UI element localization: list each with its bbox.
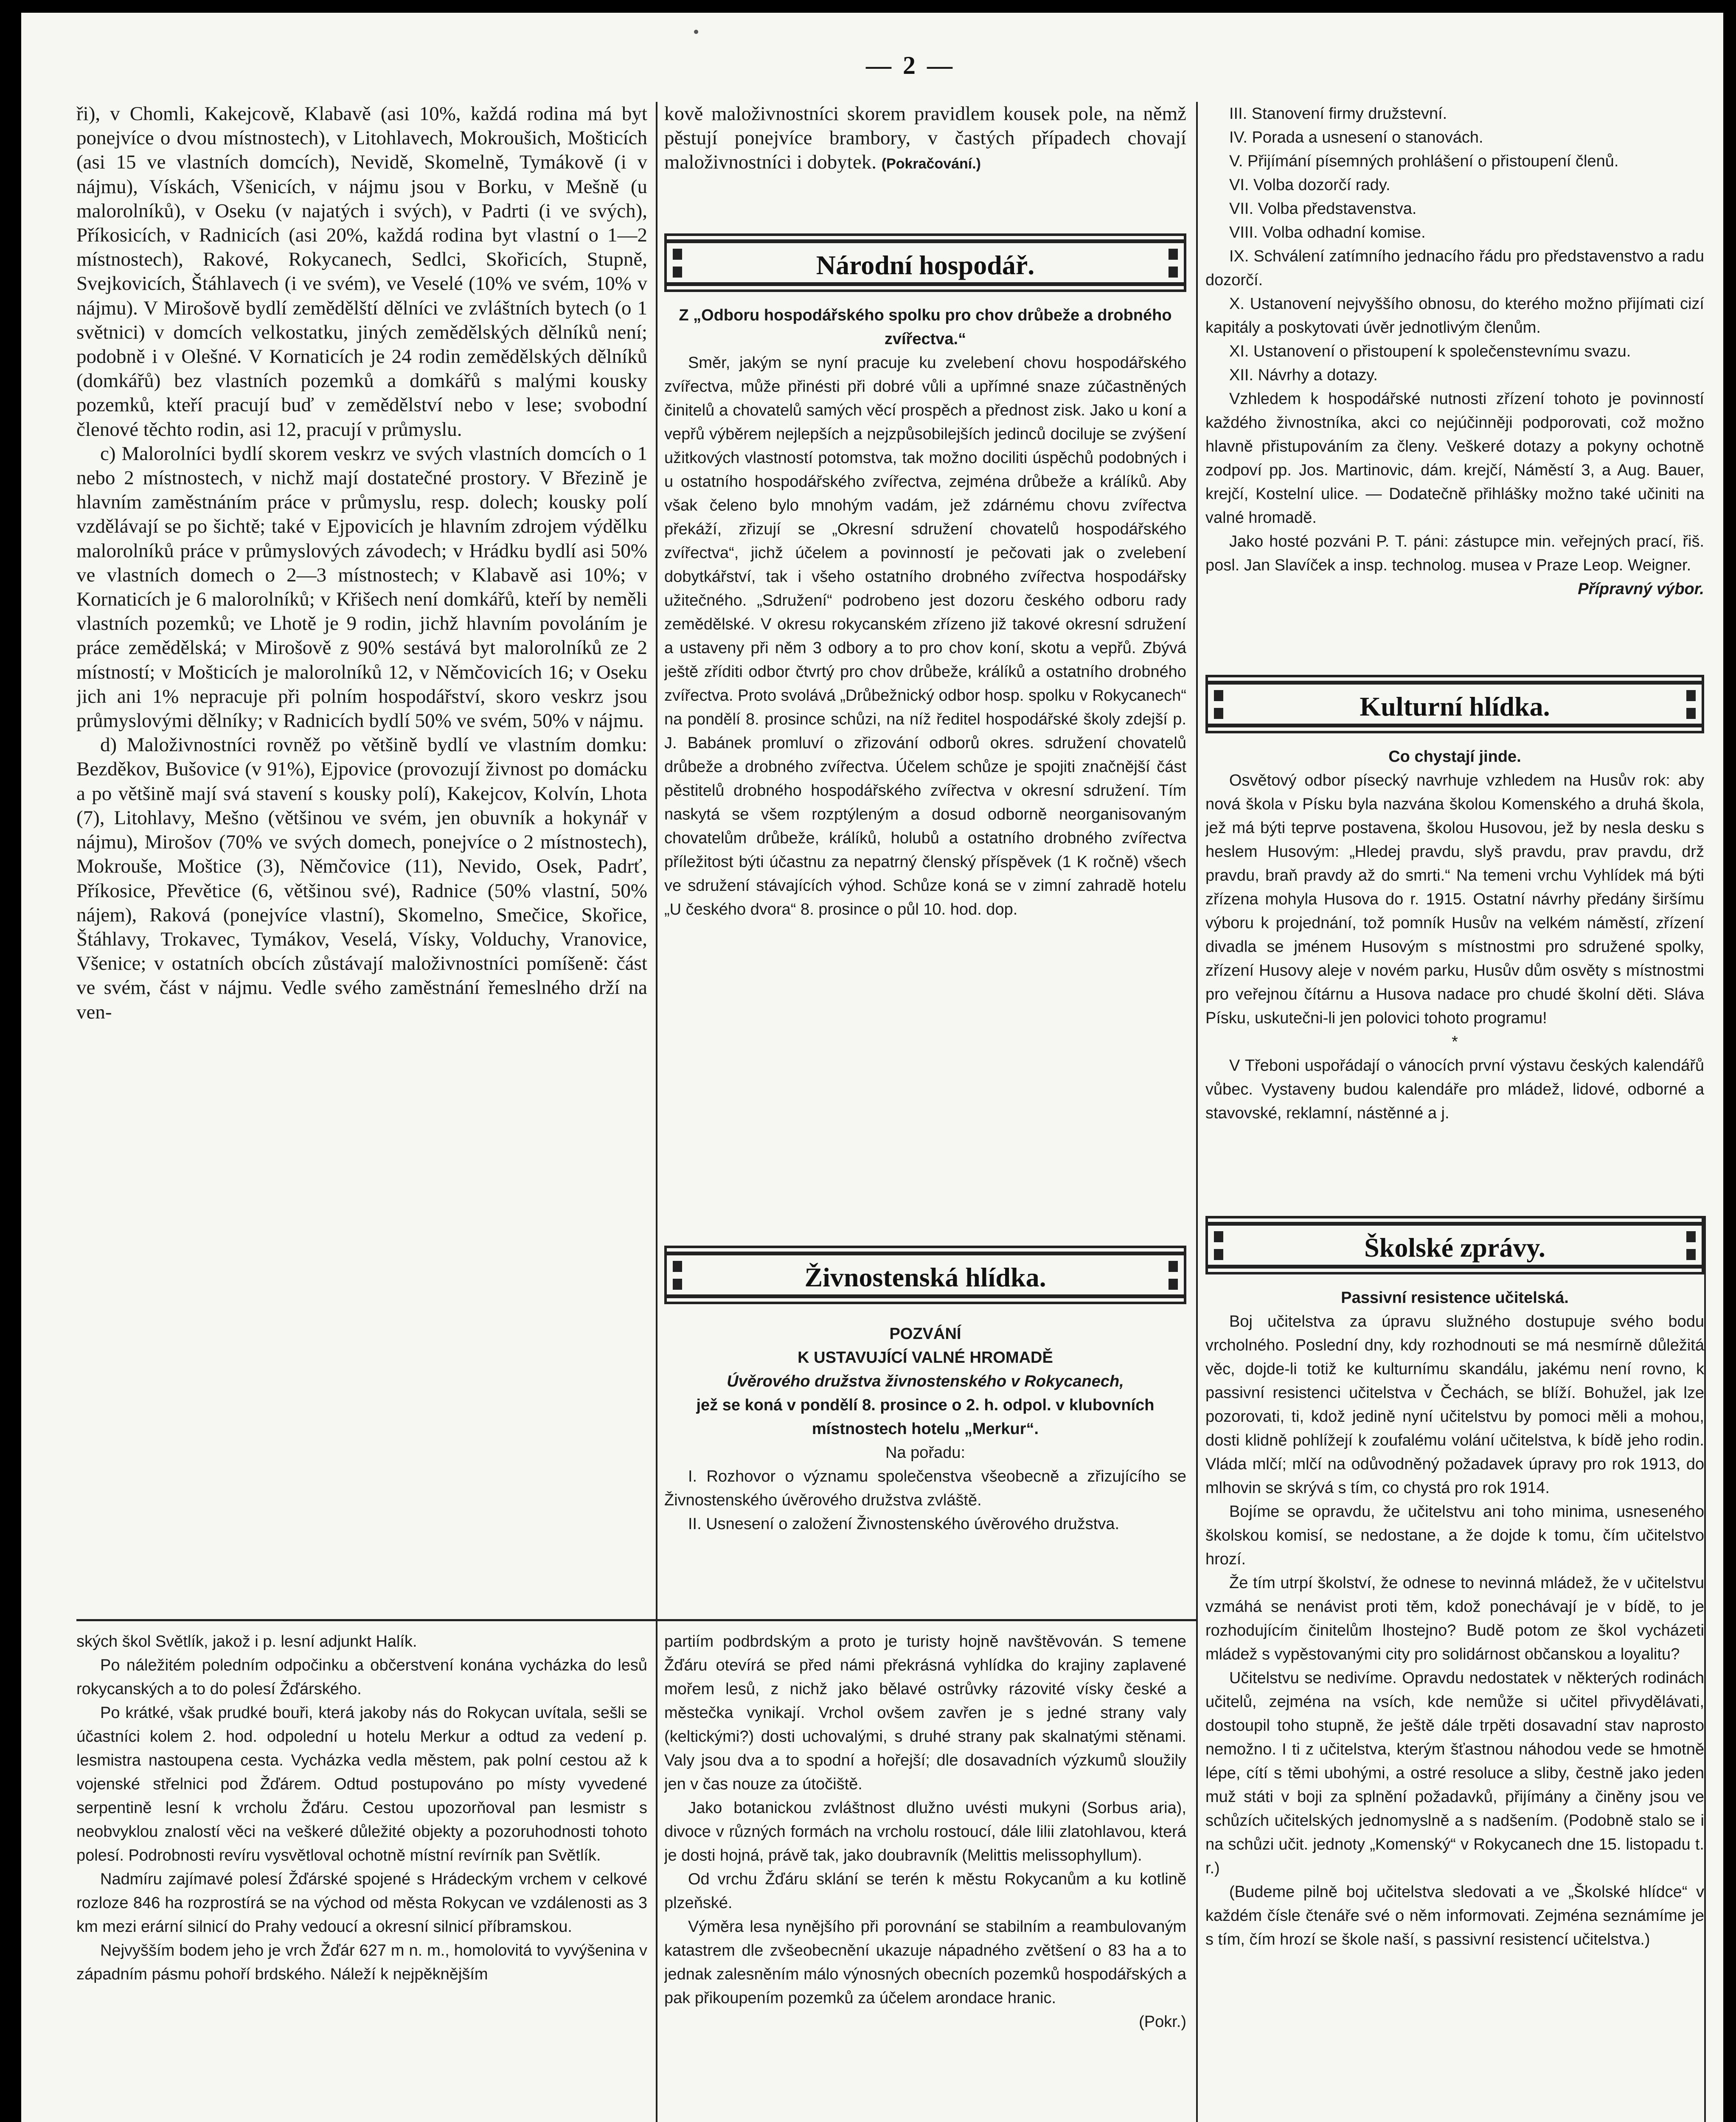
skolske-paragraph: Bojíme se opravdu, že učitelstvu ani toho minima, usneseného školskou komisí, se nedostane, a že dojde k tomu, čím učitelstvo hrozí.: [1205, 1503, 1704, 1568]
section-divider: [76, 1619, 1196, 1621]
column-1: [76, 102, 647, 1613]
section-title: Živnostenská hlídka.: [804, 1262, 1046, 1292]
separator: *: [1452, 1033, 1458, 1051]
print-mark: [694, 30, 698, 34]
program-item: X. Ustanovení nejvyššího obnosu, do kterého možno přijímati cizí kapitály a poskytovati úvěr jednotlivým členům.: [1205, 295, 1704, 337]
kulturni-banner: [1205, 675, 1704, 733]
page-number: — 2 —: [866, 51, 955, 79]
lower-paragraph: Nadmíru zajímavé polesí Žďárské spojené s Hrádeckým vrchem v celkové rozloze 846 ha rozprostírá se na východ od města Rokycan ve vzdálenosti as 3 km mezi erární silnicí do Prahy vedoucí a okresní silnicí příbramskou.: [76, 1870, 647, 1936]
lower-paragraph: partiím podbrdským a proto je turisty hojně navštěvován. S temene Žďáru otevírá se před námi překrásná vyhlídka do krajiny zaplavené mořem lesů, z nichž jako bělavé ostrůvky rázovité vísky české a městečka vynikají. Vrchol ovšem zavřen je s jedné strany valy (keltickými?) dosti uchovalými, s druhé strany pak skalnatými stěnami. Valy jsou dva a to spodní a hořejší; dle dosavadních výzkumů sloužily jen v čas nouze za útočiště.: [664, 1633, 1186, 1793]
col2-text: kově maloživnostníci skorem pravidlem kousek pole, na němž pěstují ponejvíce brambory, v častých případech chovají maloživnostníci i dobytek.: [664, 103, 1186, 174]
invite-when: jež se koná v pondělí 8. prosince o 2. h. odpol. v klubovních místnostech hotelu „Merkur“.: [696, 1396, 1155, 1438]
lower-column-1: [76, 1630, 647, 2122]
lower-paragraph: ských škol Světlík, jakož i p. lesní adjunkt Halík.: [76, 1633, 417, 1650]
zivnostenska-banner: [664, 1246, 1186, 1304]
frame-rule: [1704, 1216, 1706, 2122]
subhead: Passivní resistence učitelská.: [1341, 1289, 1569, 1307]
signature: Přípravný výbor.: [1578, 580, 1704, 598]
kulturni-paragraph: V Třeboni uspořádají o vánocích první výstavu českých kalendářů vůbec. Vystaveny budou kalendáře pro mládež, lidové, odborné a stavovské, reklamní, nástěnné a j.: [1205, 1057, 1704, 1122]
lower-paragraph: Po náležitém poledním odpočinku a občerstvení konána vycházka do lesů rokycanských a to do polesí Žďárského.: [76, 1656, 647, 1698]
continued-label: (Pokračování.): [881, 156, 981, 172]
program-item: VIII. Volba odhadní komise.: [1229, 224, 1426, 241]
program-item: IV. Porada a usnesení o stanovách.: [1229, 129, 1483, 146]
column-3-program: [1205, 102, 1704, 645]
program-item: V. Přijímání písemných prohlášení o přistoupení členů.: [1229, 152, 1619, 170]
column-2-intro: [664, 102, 1186, 212]
lower-paragraph: Jako botanickou zvláštnost dlužno uvésti mukyni (Sorbus aria), divoce v různých formách na vrcholu rostoucí, dále lilii zlatohlavou, která je dosti hojná, právě tak, jako doubravník (Melittis melissophyllum).: [664, 1799, 1186, 1864]
lower-paragraph: Výměra lesa nynějšího při porovnání se stabilním a reambulovaným katastrem dle zvšeobecnění ukazuje nápadného zvětšení o 83 ha a to jednak zalesněním málo výnosných obecních pozemků hospodářských a pak přikoupením pozemků za účelem arondace hranic.: [664, 1918, 1186, 2007]
program-item: XII. Návrhy a dotazy.: [1229, 366, 1378, 384]
section-title: Národní hospodář.: [816, 250, 1035, 280]
program-item: III. Stanovení firmy družstevní.: [1229, 105, 1447, 123]
skolske-body: [1205, 1286, 1704, 2122]
section-title: Školské zprávy.: [1364, 1232, 1545, 1263]
kulturni-paragraph: Osvětový odbor písecký navrhuje vzhledem na Husův rok: aby nová škola v Písku byla nazvána školou Komenského a druhá škola, jež má býti teprve postavena, školou Husovou, jež by nesla desku s heslem Husovým: „Hledej pravdu, slyš pravdu, prav pravdu, drž pravdu, braň pravdy až do smrti.“ Na temeni vrchu Vyhlídek má býti zřízena mohyla Husova do r. 1915. Ostatní návrhy předány širšímu výboru k projednání, tož pomník Husův na velkém náměstí, zřízení divadla se jménem Husovým s místnostmi pro sdružené spolky, zřízení Husovy aleje v novém parku, Husův dům osvěty s místnostmi pro veřejnou čítárnu a Husova nadace pro chudé školní děti. Sláva Písku, uskutečni-li jen polovici tohoto programu!: [1205, 772, 1704, 1027]
newspaper-page: [21, 13, 1723, 2122]
subhead: Co chystají jinde.: [1388, 748, 1521, 766]
program-item: II. Usnesení o založení Živnostenského úvěrového družstva.: [688, 1515, 1119, 1533]
article-paragraph: Směr, jakým se nyní pracuje ku zvelebení chovu hospodářského zvířectva, může přinésti při dobré vůli a upřímné snaze zúčastněných činitelů a chovatelů samých věcí prospěch a přednost zisk. Jako u koní a vepřů výběrem nejlepších a nejzpůsobilejších jedinců dociluje se zvýšení užitkových vlastností potomstva, tak možno dociliti úspěchů podobných i u ostatního hospodářského zvířectva, zejména drůbeže a králíků. Aby však čeleno bylo mnohým vadám, jež zdárnému chovu zvířectva překáží, zřizují se „Okresní sdružení chovatelů hospodářského zvířectva“, jichž účelem a povinností je pečovati jak o zvelebení dobytkářství, tak i všeho ostatního drobného zvířectva hospodářsky užitečného. „Sdružení“ podrobeno jest dozoru českého odboru rady zemědělské. V okresu rokycanském zřízeno již takové okresní sdružení a ustaveny při něm 3 odbory a to pro chov koní, skotu a vepřů. Zbývá ještě zříditi odbor čtvrtý pro chov drůbeže, králíků a ostatního drobného zvířectva. Proto svolává „Drůbežnický odbor hosp. spolku v Rokycanech“ na pondělí 8. prosince schůzi, na níž ředitel hospodářské školy zdejší p. J. Babánek promluví o zřizování odborů okres. sdružení chovatelů drůbeže a drobného zvířectva. Účelem schůze je spojiti značnější část pěstitelů drobného hospodářského zvířectva v okresní sdružení. Tím naskytá se všem rozptýleným a dosud odborně neorganisovaným chovatelům drůbeže, králíků, holubů a ostatního drobného zvířectva příležitost býti účastnu za nepatrný členský příspěvek (1 K ročně) všech ve sdružení stávajících výhod. Schůze koná se v zimní zahradě hotelu „U českého dvora“ 8. prosince o půl 10. hod. dop.: [664, 354, 1186, 918]
lower-paragraph: Po krátké, však prudké bouři, která jakoby nás do Rokycan uvítala, sešli se účastníci kolem 2. hod. odpolední u hotelu Merkur a odtud za vedení p. lesmistra nastoupena cesta. Vycházka vedla městem, pak polní cestou až k vojenské střelnici pod Žďárem. Odtud postupováno po místy vyvedené serpentině lesní k vrcholu Žďáru. Cestou upozorňoval pan lesmistr s neobvyklou znalostí věci na veškeré důležité objekty a pozoruhodnosti tohoto polesí. Podrobnosti revíru vysvětloval ochotně místní revírník pan Světlík.: [76, 1704, 647, 1864]
program-item: XI. Ustanovení o přistoupení k společenstevnímu svazu.: [1229, 342, 1631, 360]
program-item: VI. Volba dozorčí rady.: [1229, 176, 1390, 194]
lower-column-2: [664, 1630, 1186, 2122]
program-item: I. Rozhovor o významu společenstva všeobecně a zřizujícího se Živnostenského úvěrového družstva zvláště.: [664, 1468, 1186, 1509]
narodni-hospodar-banner: [664, 233, 1186, 292]
col1-paragraph: ři), v Chomli, Kakejcově, Klabavě (asi 10%, každá rodina má byt ponejvíce o dvou místnostech), v Litohlavech, Mokroušich, Mošticích (asi 15 ve vlastních domcích), Nevidě, Skomelně, Tymákově (i v nájmu), Vískách, Všenicích, v nájmu jsou v Borku, v Mešně (u malorolníků), v Oseku (v najatých i svých), v Padrti (i ve svých), Příkosicích, v Radnicích (asi 20%, každá rodina byt vlastní o 1—2 místnostech), Rakové, Rokycanech, Sedlci, Skořicích, Stupně, Svejkovicích, Štáhlavech (i ve svém), ve Veselé (10% ve svém, 10% v nájmu). V Mirošově bydlí zemědělští dělníci ve zvláštních bytech (o 1 světnici) v domcích velkostatku, jiných zemědělských dělníků není; podobně i v Olešné. V Kornaticích je 24 rodin zemědělských dělníků (domkářů) bez vlastních pozemků a domkářů s malými kousky pozemků, kteří pracují buď v zemědělství nebo v lese; svobodní členové těchto rodin, asi 12, pracují v průmyslu.: [76, 103, 647, 441]
col3-paragraph: Vzhledem k hospodářské nutnosti zřízení tohoto je povinností každého živnostníka, akci co nejúčinněji podporovati, což možno hlavně přistupováním za členy. Veškeré dotazy a pokyny ochotně zodpoví pp. Jos. Martinovic, dám. krejčí, Náměstí 3, a Aug. Bauer, krejčí, Kostelní ulice. — Dodatečně přihlášky možno také učiniti na valné hromadě.: [1205, 390, 1704, 527]
col2-paragraph: [664, 102, 1186, 176]
narodni-hospodar-body: [664, 303, 1186, 1205]
skolske-paragraph: Boj učitelstva za úpravu služného dostupuje svého bodu vrcholného. Poslední dny, kdy rozhodnouti se má nesmírně důležitá věc, dojde-li totiž ke kulturnímu skandálu, jakému není rovno, k passivní resistenci učitelstva v Čechách, se blíží. Bohužel, jak lze pozorovati, ti, kdož jedině nyní učitelstvu by pomoci měli a mohou, dosti klidně pohlížejí k zoufalému volání učitelstva, k bídě jeho rodin. Vláda mlčí; mlčí na odůvodněný požadavek úpravy pro rok 1913, do mlhovin se skrývá s tím, co chystá pro rok 1914.: [1205, 1313, 1704, 1497]
skolske-paragraph: Že tím utrpí školství, že odnese to nevinná mládež, že v učitelstvu vzmáhá se nenávist proti těm, kdož ponechávají je v bídě, to je rozhodujícím činitelům lhostejno? Budě potom ze škol vycházeti mládež s vypěstovanými city pro solidárnost občanskou a loyalitu?: [1205, 1574, 1704, 1663]
zivnostenska-body: [664, 1322, 1186, 1611]
col1-paragraph: c) Malorolníci bydlí skorem veskrz ve svých vlastních domcích o 1 nebo 2 místnostech, v nichž mají dostatečné prostory. V Březině je hlavním zaměstnáním práce v průmyslu, resp. dolech; kousky polí vzdělávají se po šichtě; také v Ejpovicích je hlavním zdrojem výdělku malorolníků práce v průmyslových závodech; v Hrádku bydlí asi 50% ve vlastních domech o 2—3 místnostech; v Klabavě asi 10%; v Kornaticích je 6 malorolníků; v Křišech není domkářů, kteří by neměli vlastních pozemků; ve Lhotě je 9 rodin, jichž hlavním povoláním je práce zemědělská; v Mirošově z 90% sestává byt malorolníků ze 2 místností; v Mošticích je malorolníků 12, v Němčovicích 16; v Oseku jich ani 1% nepracuje při polním hospodářství, skoro veskrz jsou průmyslovými dělníky; v Radnicích bydlí 50% ve svém, 50% v nájmu.: [76, 442, 647, 732]
skolske-paragraph: (Budeme pilně boj učitelstva sledovati a ve „Školské hlídce“ v každém čísle čtenáře své o něm informovati. Zejména seznámíme je s tím, čím hrozí se škole naší, s passivní resistencí učitelstva.): [1205, 1883, 1704, 1948]
kulturni-body: [1205, 745, 1704, 1203]
program-label: Na pořadu:: [885, 1444, 965, 1462]
invite-organisation: Úvěrového družstva živnostenského v Rokycanech,: [727, 1373, 1124, 1390]
col3-paragraph: Jako hosté pozváni P. T. páni: zástupce min. veřejných prací, řiš. posl. Jan Slavíček a insp. technolog. musea v Praze Leop. Weigner.: [1205, 533, 1704, 574]
skolske-banner: [1205, 1216, 1704, 1274]
article-headline: Z „Odboru hospodářského spolku pro chov drůbeže a drobného zvířectva.“: [679, 306, 1172, 348]
skolske-paragraph: Učitelstvu se nedivíme. Opravdu nedostatek v některých rodinách učitelů, zejména na vsích, kde nemůže si učitel přivydělávati, dostoupil toho stupně, že ještě dále trpěti dosavadní stav naprosto nemožno. I ti z učitelstva, kterým šťastnou náhodou vede se hmotně lépe, cítí s těmi ubohými, a ostré resoluce a sliby, čestně jako jeden muž státi v boji za splnění požadavků, přijímány a činěny jsou ve schůzích učitelských jednomyslně a s nadšením. (Podobně stalo se i na schůzi učit. jednoty „Komenský“ v Rokycanech dne 15. listopadu t. r.): [1205, 1669, 1704, 1877]
column-rule: [656, 102, 657, 2122]
signature: (Pokr.): [1139, 2013, 1186, 2031]
col1-paragraph: d) Maloživnostníci rovněž po většině bydlí ve vlastním domku: Bezděkov, Bušovice (v 91%), Ejpovice (provozují živnost po domácku a po většině mají svá stavení s kousky polí), Kakejcov, Kolvín, Lhota (7), Litohlavy, Mešno (většinou ve svém, jen obuvník a hokynář v nájmu), Mirošov (70% ve svých domech, ponejvíce o 2 místnostech), Mokrouše, Moštice (3), Němčovice (11), Nevido, Osek, Padrť, Příkosice, Převětice (6, většinou své), Radnice (50% vlastní, 50% nájem), Raková (ponejvíce vlastní), Skomelno, Smečice, Skořice, Štáhlavy, Trokavec, Tymákov, Veselá, Vísky, Volduchy, Vranovice, Všenice; v ostatních obcích zůstávají maloživnostníci pomíšeně: část ve svém, část v nájmu. Vedle svého zaměstnání řemeslného drží na ven-: [76, 734, 647, 1023]
program-item: VII. Volba představenstva.: [1229, 200, 1417, 218]
invite-title: POZVÁNÍ: [889, 1325, 961, 1343]
column-rule: [1196, 102, 1198, 2122]
lower-paragraph: Od vrchu Žďáru sklání se terén k městu Rokycanům a ku kotlině plzeňské.: [664, 1870, 1186, 1912]
program-item: IX. Schválení zatímního jednacího řádu pro představenstvo a radu dozorčí.: [1205, 247, 1704, 289]
lower-paragraph: Nejvyšším bodem jeho je vrch Žďár 627 m n. m., homolovitá to vyvýšenina v západním pásmu pohoří brdského. Náleží k nejpěknějším: [76, 1942, 647, 1983]
section-title: Kulturní hlídka.: [1360, 691, 1550, 721]
invite-subtitle: K USTAVUJÍCÍ VALNÉ HROMADĚ: [798, 1349, 1053, 1367]
